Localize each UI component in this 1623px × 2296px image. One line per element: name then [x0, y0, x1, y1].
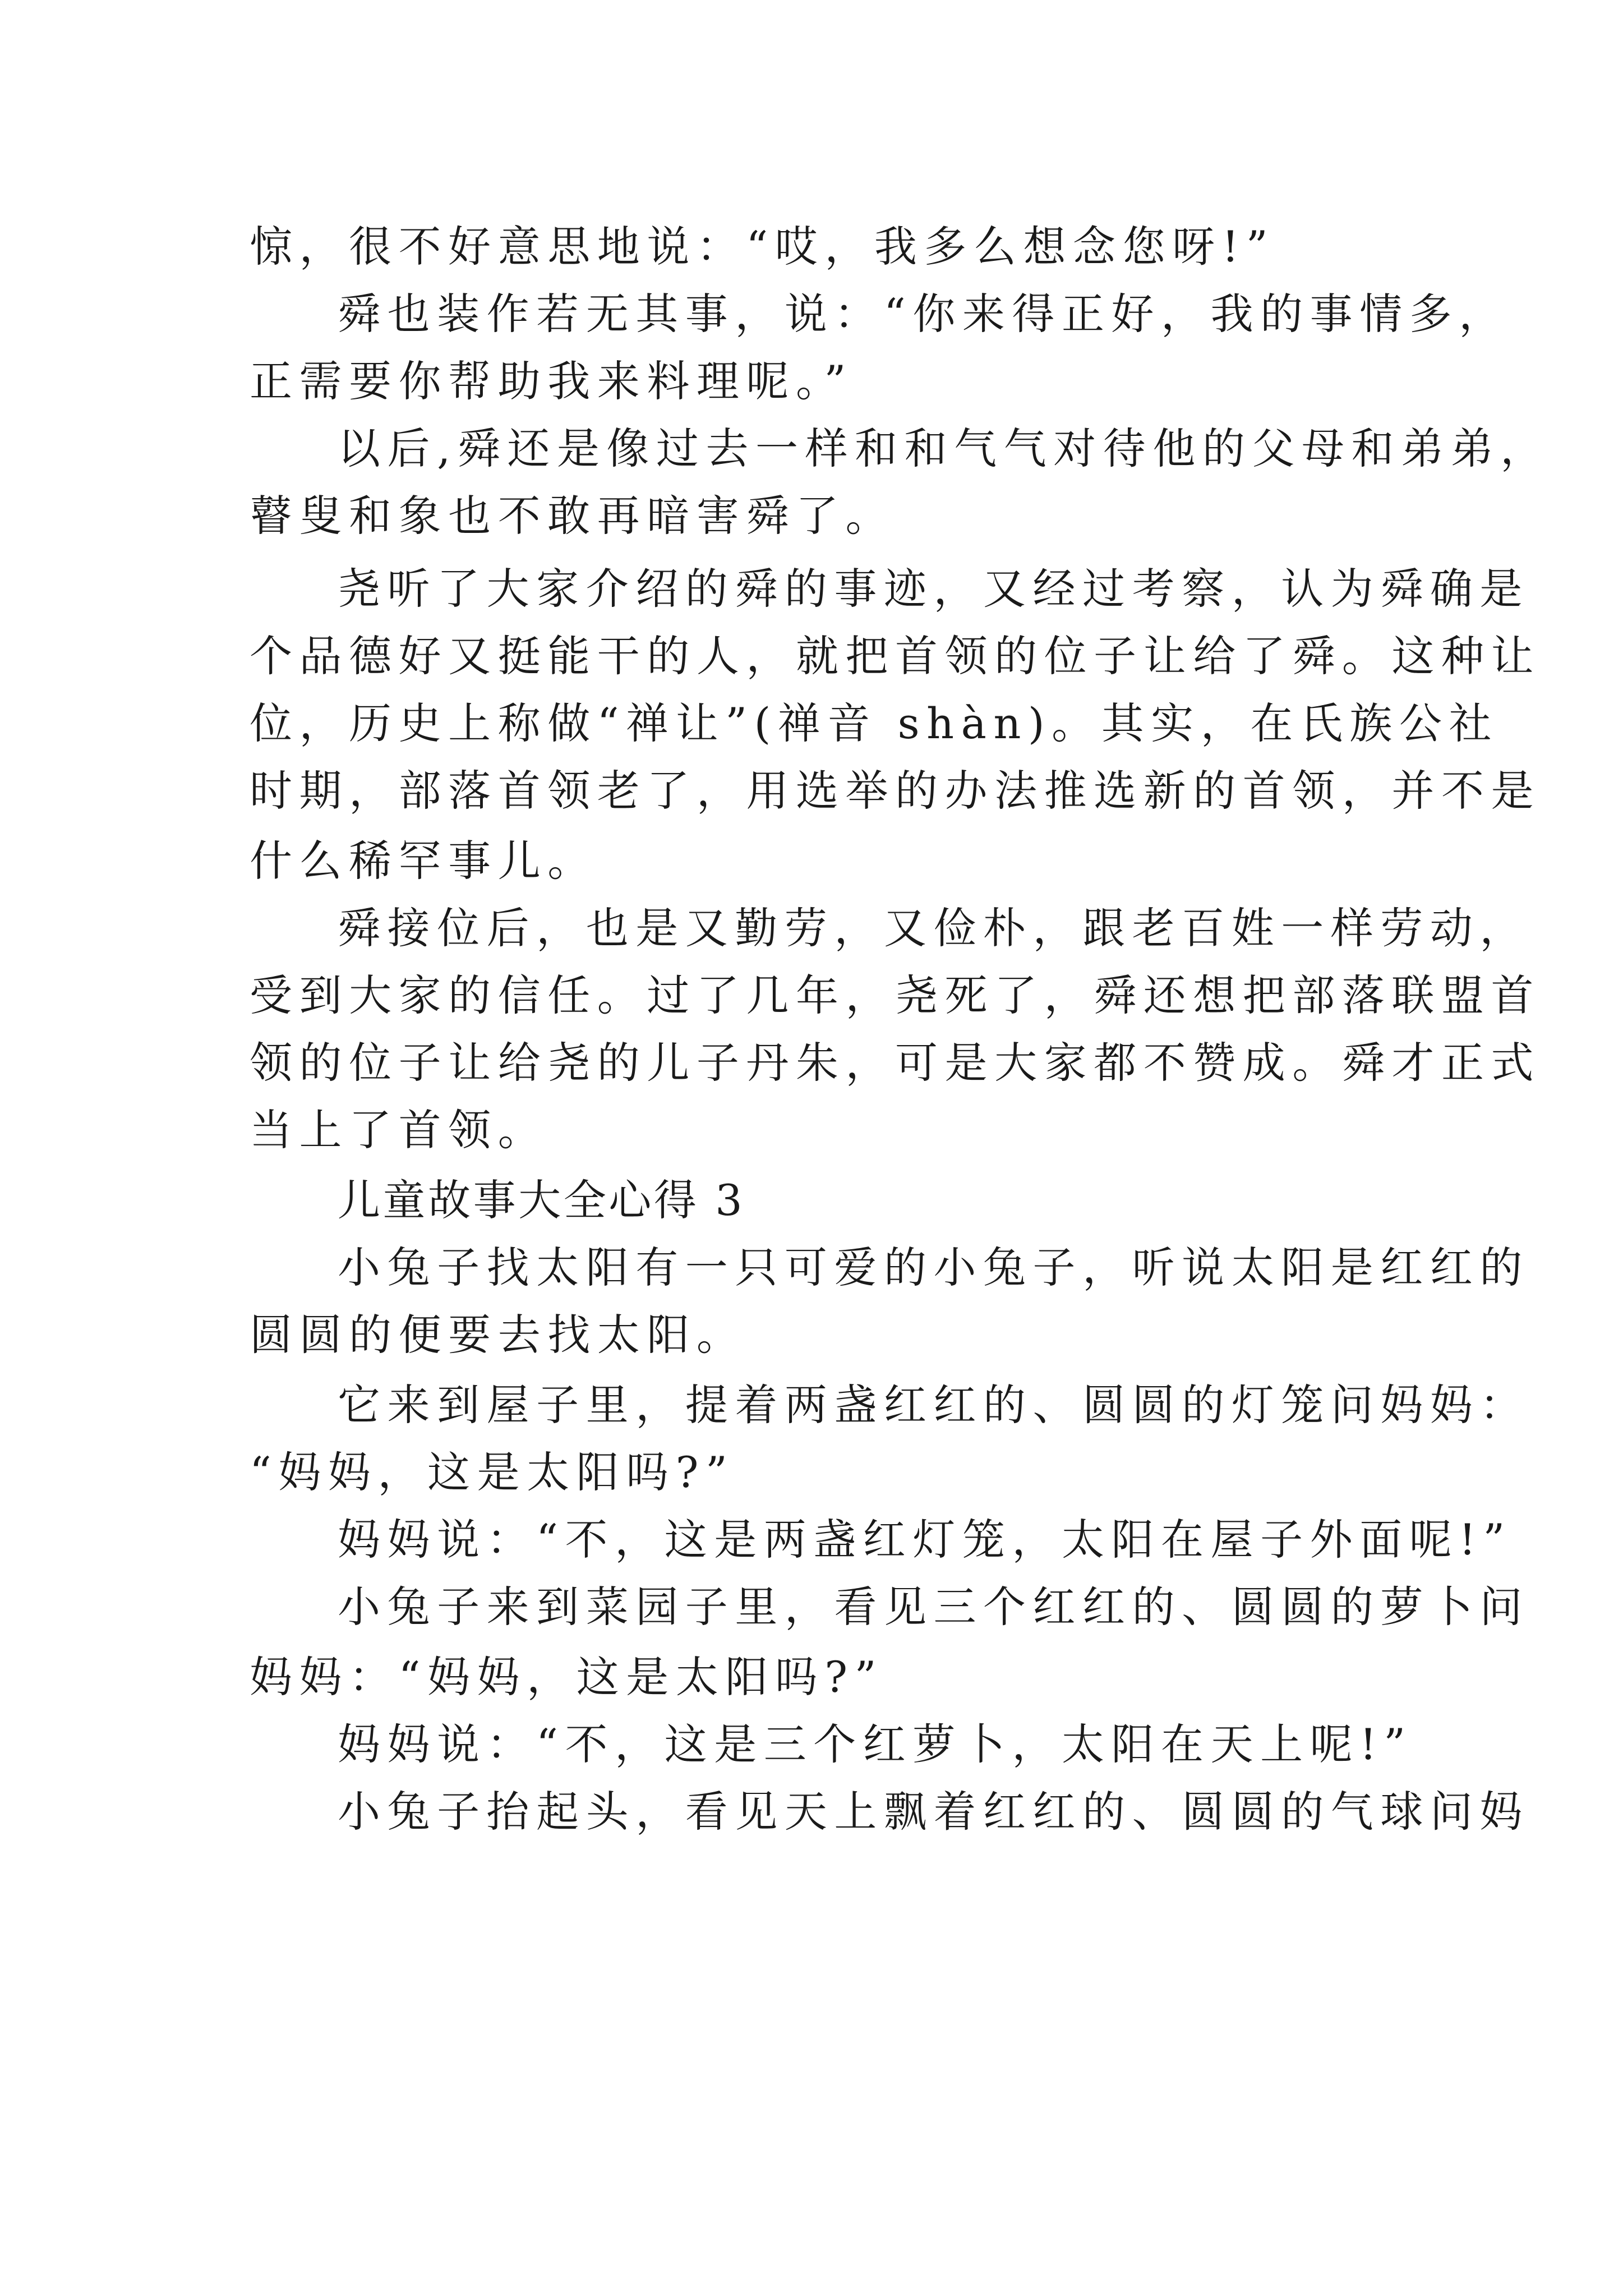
text-line: 小兔子来到菜园子里，看见三个红红的、圆圆的萝卜问: [338, 1582, 1529, 1632]
text-line: 正需要你帮助我来料理呢。”: [250, 356, 853, 406]
text-line: 当上了首领。: [250, 1105, 548, 1155]
text-line: 领的位子让给尧的儿子丹朱，可是大家都不赞成。舜才正式: [250, 1038, 1541, 1088]
text-line: 舜也装作若无其事，说：“你来得正好，我的事情多，: [338, 289, 1509, 339]
text-line: “妈妈，这是太阳吗?”: [250, 1447, 735, 1497]
text-line: 妈妈：“妈妈，这是太阳吗?”: [250, 1652, 884, 1702]
text-line: 妈妈说：“不，这是三个红萝卜，太阳在天上呢!”: [338, 1719, 1413, 1769]
text-line: 尧听了大家介绍的舜的事迹，又经过考察，认为舜确是: [338, 564, 1529, 614]
text-line: 舜接位后，也是又勤劳，又俭朴，跟老百姓一样劳动，: [338, 903, 1529, 953]
text-line: 瞽叟和象也不敢再暗害舜了。: [250, 491, 896, 541]
text-line: 以后,舜还是像过去一样和和气气对待他的父母和弟弟，: [338, 424, 1550, 473]
section-heading: 儿童故事大全心得 3: [338, 1175, 745, 1225]
text-line: 惊，很不好意思地说：“哎，我多么想念您呀!”: [250, 222, 1275, 272]
text-line: 小兔子抬起头，看见天上飘着红红的、圆圆的气球问妈: [338, 1787, 1529, 1837]
text-line: 它来到屋子里，提着两盏红红的、圆圆的灯笼问妈妈：: [338, 1380, 1529, 1430]
text-line: 位，历史上称做“禅让”(禅音 shàn)。其实，在氏族公社: [250, 698, 1499, 748]
text-line: 妈妈说：“不，这是两盏红灯笼，太阳在屋子外面呢!”: [338, 1515, 1512, 1565]
text-line: 时期，部落首领老了，用选举的办法推选新的首领，并不是: [250, 766, 1541, 816]
text-line: 圆圆的便要去找太阳。: [250, 1310, 746, 1360]
text-line: 受到大家的信任。过了几年，尧死了，舜还想把部落联盟首: [250, 970, 1541, 1020]
text-line: 小兔子找太阳有一只可爱的小兔子，听说太阳是红红的: [338, 1243, 1529, 1292]
text-line: 什么稀罕事儿。: [250, 836, 597, 886]
text-line: 个品德好又挺能干的人，就把首领的位子让给了舜。这种让: [250, 631, 1541, 681]
